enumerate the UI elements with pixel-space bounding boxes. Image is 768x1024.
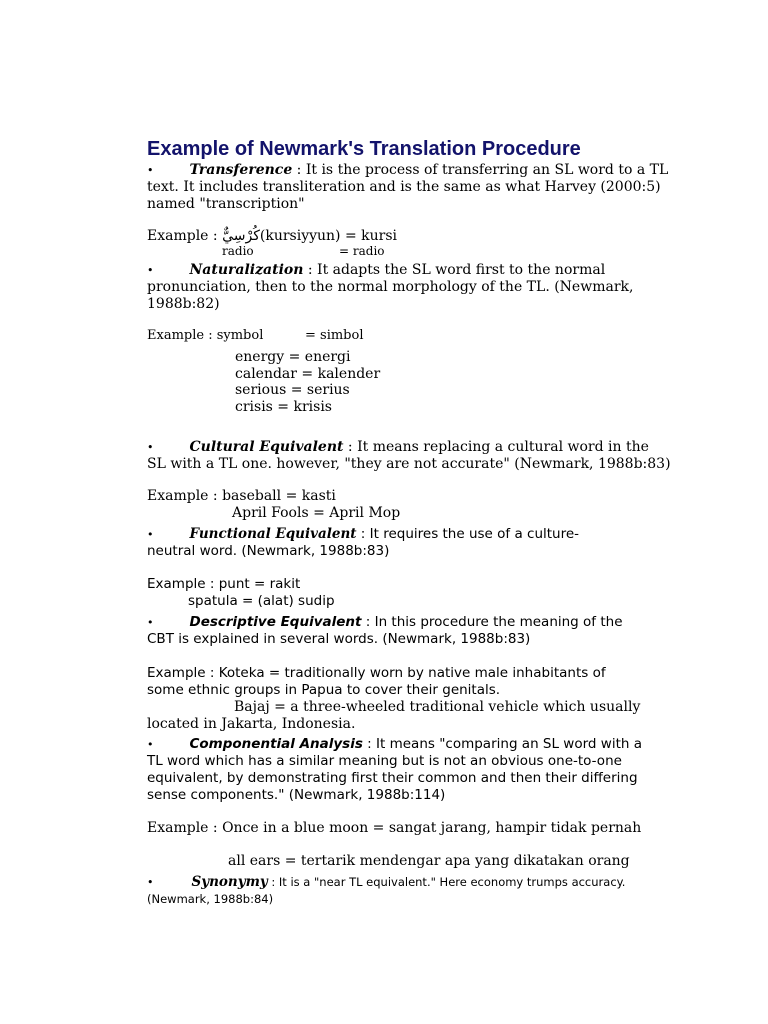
componential-analysis-line-1 [147, 736, 642, 753]
definition-line: named "transcription" [147, 196, 305, 212]
definition-line: text. It includes transliteration and is the same as what Harvey (2000:5) [147, 179, 661, 195]
term-synonymy: Synonymy [191, 874, 268, 890]
bullet: • [147, 528, 154, 541]
example-line: all ears = tertarik mendengar apa yang dikatakan orang [228, 853, 630, 869]
example-line: radio [222, 244, 254, 258]
bullet: • [147, 264, 154, 277]
definition-line: neutral word. (Newmark, 1988b:83) [147, 543, 390, 559]
definition-line: : It is a "near TL equivalent." Here economy trumps accuracy. [267, 875, 626, 889]
definition-line: TL word which has a similar meaning but is not an obvious one-to-one [147, 753, 622, 769]
bullet: • [147, 164, 154, 177]
example-line: serious = serius [235, 382, 350, 398]
example-line: Example : Koteka = traditionally worn by native male inhabitants of [147, 665, 606, 681]
term-functional-equivalent: Functional Equivalent [189, 526, 357, 542]
definition-line: sense components." (Newmark, 1988b:114) [147, 787, 446, 803]
definition-line: CBT is explained in several words. (Newmark, 1988b:83) [147, 631, 531, 647]
naturalization-line-1 [147, 262, 605, 279]
bullet: • [147, 441, 154, 454]
example-text: (kursiyyun) = kursi [259, 228, 398, 244]
example-line: Example : punt = rakit [147, 576, 301, 592]
page-title: Example of Newmark's Translation Procedure [147, 138, 581, 160]
bullet: • [147, 616, 154, 629]
definition-line: : It means replacing a cultural word in the [343, 439, 649, 455]
example-line: Example : baseball = kasti [147, 488, 336, 504]
transference-line-1 [147, 162, 668, 179]
example-line: Example : symbol [147, 328, 264, 343]
definition-line: : It adapts the SL word first to the normal [303, 262, 606, 278]
bullet: • [147, 876, 154, 889]
example-line: energy = energi [235, 349, 351, 365]
term-descriptive-equivalent: Descriptive Equivalent [189, 614, 362, 630]
example-line: calendar = kalender [235, 366, 381, 382]
example-line: = radio [339, 244, 385, 258]
synonymy-line-1 [147, 874, 625, 891]
definition-line: : It means "comparing an SL word with a [362, 736, 642, 752]
term-naturalization: Naturalization [189, 262, 304, 278]
definition-line: : It requires the use of a culture- [356, 526, 580, 542]
example-line: crisis = krisis [235, 399, 332, 415]
functional-equivalent-line-1 [147, 526, 579, 543]
example-line: spatula = (alat) sudip [188, 593, 335, 609]
definition-line: : In this procedure the meaning of the [361, 614, 623, 630]
example-label: Example : [147, 228, 223, 244]
definition-line: pronunciation, then to the normal morphology of the TL. (Newmark, [147, 279, 634, 295]
example-line: located in Jakarta, Indonesia. [147, 716, 356, 732]
cultural-equivalent-line-1 [147, 439, 649, 456]
definition-line: SL with a TL one. however, "they are not accurate" (Newmark, 1988b:83) [147, 456, 671, 472]
bullet: • [147, 738, 154, 751]
example-line: Bajaj = a three-wheeled traditional vehicle which usually [234, 699, 641, 715]
example-line: = simbol [305, 328, 364, 343]
term-componential-analysis: Componential Analysis [189, 736, 363, 752]
definition-line: (Newmark, 1988b:84) [147, 892, 274, 906]
descriptive-equivalent-line-1 [147, 614, 623, 631]
term-cultural-equivalent: Cultural Equivalent [189, 439, 344, 455]
definition-line: equivalent, by demonstrating first their common and then their differing [147, 770, 638, 786]
definition-line: 1988b:82) [147, 296, 220, 312]
example-line: Example : Once in a blue moon = sangat jarang, hampir tidak pernah [147, 820, 642, 836]
arabic-word: كُرْسِيٌّ [222, 228, 260, 244]
definition-line: : It is the process of transferring an SL word to a TL [292, 162, 669, 178]
example-line: some ethnic groups in Papua to cover their genitals. [147, 682, 501, 698]
example-line: April Fools = April Mop [232, 505, 401, 521]
example-line [147, 228, 397, 245]
term-transference: Transference [189, 162, 293, 178]
